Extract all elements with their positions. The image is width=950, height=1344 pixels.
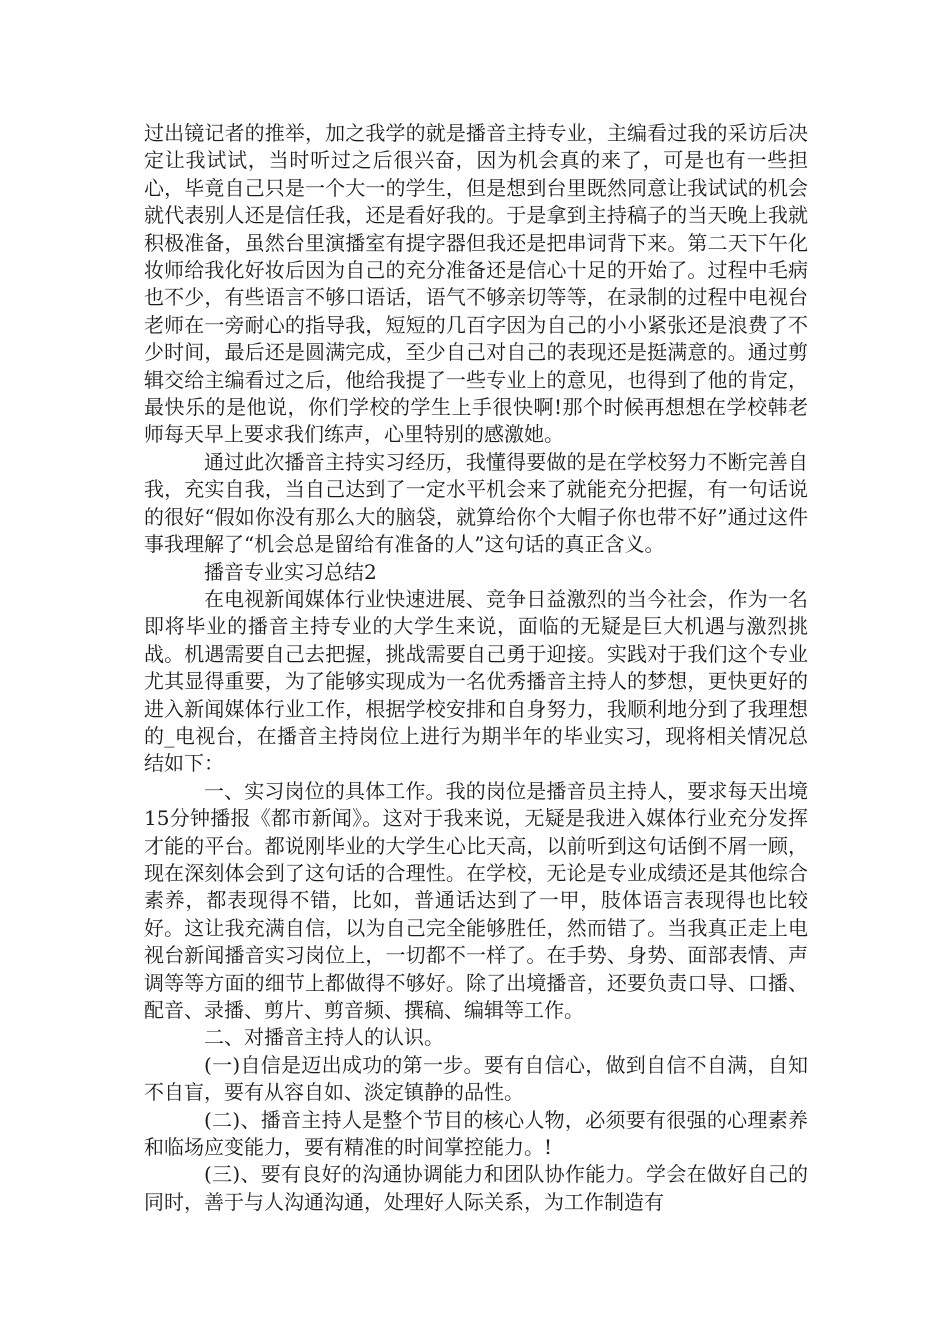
paragraph-7: (三)、要有良好的沟通协调能力和团队协作能力。学会在做好自己的同时，善于与人沟通沟通，处理好人际关系，为工作制造有	[144, 1162, 808, 1214]
paragraph-5: (一)自信是迈出成功的第一步。要有自信心，做到自信不自满，自知不自盲，要有从容自如、淡定镇静的品性。	[144, 1052, 808, 1105]
paragraph-1: 过出镜记者的推举，加之我学的就是播音主持专业，主编看过我的采访后决定让我试试，当时听过之后很兴奋，因为机会真的来了，可是也有一些担心，毕竟自己只是一个大一的学生，但是想到台里既然同意让我试试的机会就代表别人还是信任我，还是看好我的。于是拿到主持稿子的当天晚上我就积极准备，虽然台里演播室有提字器但我还是把串词背下来。第二天下午化妆师给我化好妆后因为自己的充分准备还是信心十足的开始了。过程中毛病也不少，有些语言不够口语话，语气不够亲切等等，在录制的过程中电视台老师在一旁耐心的指导我，短短的几百字因为自己的小小紧张还是浪费了不少时间，最后还是圆满完成，至少自己对自己的表现还是挺满意的。通过剪辑交给主编看过之后，他给我提了一些专业上的意见，也得到了他的肯定，最快乐的是他说，你们学校的学生上手很快啊!那个时候再想想在学校韩老师每天早上要求我们练声，心里特别的感激她。	[144, 121, 808, 447]
subheading-2: 二、对播音主持人的认识。	[204, 1025, 444, 1050]
section-heading: 播音专业实习总结2	[204, 559, 377, 584]
paragraph-4: 一、实习岗位的具体工作。我的岗位是播音员主持人，要求每天出境15分钟播报《都市新闻》。这对于我来说，无疑是我进入媒体行业充分发挥才能的平台。都说刚毕业的大学生心比天高，以前听到这句话倒不屑一顾，现在深刻体会到了这句话的合理性。在学校，无论是专业成绩还是其他综合素养，都表现得不错，比如，普通话达到了一甲，肢体语言表现得也比较好。这让我充满自信，以为自己完全能够胜任，然而错了。当我真正走上电视台新闻播音实习岗位上，一切都不一样了。在手势、身势、面部表情、声调等等方面的细节上都做得不够好。除了出境播音，还要负责口导、口播、配音、录播、剪片、剪音频、撰稿、编辑等工作。	[144, 778, 808, 1022]
document-page	[144, 120, 808, 1216]
paragraph-3: 在电视新闻媒体行业快速进展、竞争日益激烈的当今社会，作为一名即将毕业的播音主持专业的大学生来说，面临的无疑是巨大机遇与激烈挑战。机遇需要自己去把握，挑战需要自己勇于迎接。实践对于我们这个专业尤其显得重要，为了能够实现成为一名优秀播音主持人的梦想，更快更好的进入新闻媒体行业工作，根据学校安排和自身努力，我顺利地分到了我理想的_电视台，在播音主持岗位上进行为期半年的毕业实习，现将相关情况总结如下：	[144, 586, 808, 776]
paragraph-2: 通过此次播音主持实习经历，我懂得要做的是在学校努力不断完善自我，充实自我，当自己达到了一定水平机会来了就能充分把握，有一句话说的很好“假如你没有那么大的脑袋，就算给你个大帽子你也带不好”通过这件事我理解了“机会总是留给有准备的人”这句话的真正含义。	[144, 449, 808, 557]
paragraph-6: (二)、播音主持人是整个节目的核心人物，必须要有很强的心理素养和临场应变能力，要有精准的时间掌控能力。!	[144, 1107, 808, 1160]
